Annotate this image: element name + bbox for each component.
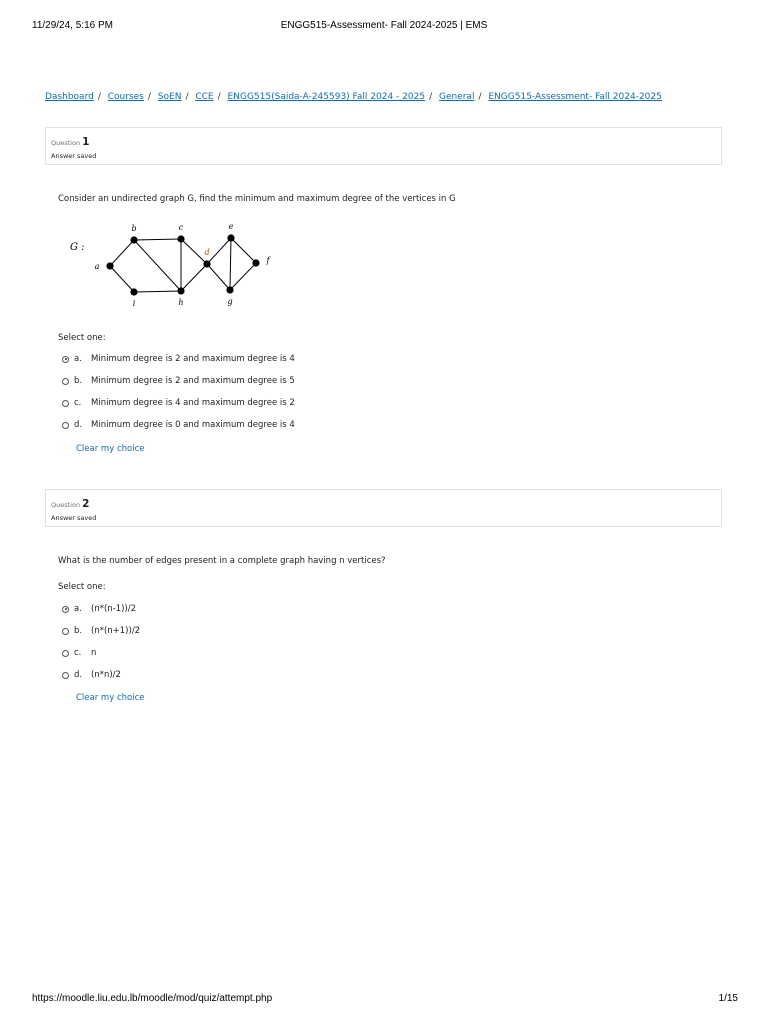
breadcrumb-course[interactable]: ENGG515(Saida-A-245593) Fall 2024 - 2025	[227, 92, 426, 102]
radio-button[interactable]	[62, 628, 69, 635]
graph-vertex-label-g: g	[227, 297, 233, 306]
graph-vertex-a	[106, 262, 113, 269]
option-text: Minimum degree is 2 and maximum degree is 4	[91, 354, 295, 364]
graph-edge-c-d	[181, 239, 210, 264]
option-text: (n*(n-1))/2	[91, 604, 137, 614]
graph-vertex-b	[130, 236, 137, 243]
question-number-value: 1	[82, 136, 90, 148]
radio-button[interactable]	[62, 672, 69, 679]
option-text: n	[91, 648, 97, 658]
graph-vertex-label-h: h	[178, 298, 184, 307]
option-letter: a.	[74, 354, 82, 364]
graph-vertex-c	[177, 235, 184, 242]
question-number	[51, 498, 89, 510]
question-number	[51, 136, 89, 148]
select-one-prompt: Select one:	[58, 333, 106, 343]
question-1-info-box	[45, 127, 722, 165]
select-one-prompt: Select one:	[58, 582, 106, 592]
breadcrumb-dashboard[interactable]: Dashboard	[45, 92, 94, 102]
graph-vertex-label-b: b	[131, 224, 137, 233]
graph-vertex-label-c: c	[178, 223, 184, 232]
clear-my-choice-link[interactable]: Clear my choice	[76, 444, 145, 454]
question-1-text: Consider an undirected graph G, find the minimum and maximum degree of the vertices in G	[58, 194, 456, 204]
q2-option-d[interactable]	[62, 669, 121, 681]
breadcrumb-cce[interactable]: CCE	[195, 92, 214, 102]
graph-vertex-label-e: e	[228, 222, 234, 231]
graph-edge-b-h	[134, 240, 181, 291]
q1-option-d[interactable]	[62, 419, 295, 431]
graph-edge-d-e	[207, 238, 231, 264]
option-letter: a.	[74, 604, 82, 614]
breadcrumb-separator: /	[97, 92, 101, 102]
graph-vertex-f	[252, 259, 259, 266]
graph-edge-g-f	[230, 263, 256, 290]
graph-edge-e-f	[231, 238, 256, 263]
print-datetime: 11/29/24, 5:16 PM	[32, 20, 113, 31]
breadcrumb-courses[interactable]: Courses	[107, 92, 144, 102]
option-text: Minimum degree is 2 and maximum degree is 5	[91, 376, 295, 386]
breadcrumb-separator: /	[478, 92, 482, 102]
clear-my-choice-link[interactable]: Clear my choice	[76, 693, 145, 703]
option-text: Minimum degree is 0 and maximum degree is 4	[91, 420, 295, 430]
option-letter: c.	[74, 398, 82, 408]
graph-edge-i-h	[134, 291, 181, 292]
option-letter: c.	[74, 648, 82, 658]
question-label: Question	[51, 139, 81, 147]
graph-vertex-g	[226, 286, 233, 293]
q2-option-b[interactable]	[62, 625, 140, 637]
q1-option-c[interactable]	[62, 397, 295, 409]
breadcrumb-general[interactable]: General	[438, 92, 475, 102]
option-text: (n*n)/2	[91, 670, 121, 680]
graph-vertex-label-i: i	[132, 299, 136, 308]
breadcrumb-soen[interactable]: SoEN	[157, 92, 182, 102]
question-2-info-box	[45, 489, 722, 527]
breadcrumb	[45, 92, 662, 102]
option-letter: d.	[74, 420, 83, 430]
graph-vertex-i	[130, 288, 137, 295]
radio-button[interactable]	[62, 378, 69, 385]
option-text: Minimum degree is 4 and maximum degree is 2	[91, 398, 295, 408]
graph-edge-e-g	[230, 238, 231, 290]
question-state: Answer saved	[51, 152, 97, 160]
graph-vertex-d	[203, 260, 210, 267]
question-label: Question	[51, 501, 81, 509]
radio-button[interactable]	[62, 400, 69, 407]
graph-edge-b-c	[134, 239, 181, 240]
graph-edge-h-d	[181, 264, 207, 291]
option-text: (n*(n+1))/2	[91, 626, 141, 636]
breadcrumb-separator: /	[217, 92, 221, 102]
question-number-value: 2	[82, 498, 90, 510]
breadcrumb-assessment[interactable]: ENGG515-Assessment- Fall 2024-2025	[488, 92, 662, 102]
graph-vertex-label-d: d	[204, 248, 210, 257]
q2-option-c[interactable]	[62, 647, 96, 659]
graph-vertex-e	[227, 234, 234, 241]
radio-button[interactable]	[62, 606, 69, 613]
breadcrumb-separator: /	[147, 92, 151, 102]
graph-edge-d-g	[207, 264, 230, 290]
q1-option-a[interactable]	[62, 353, 295, 365]
print-url: https://moodle.liu.edu.lb/moodle/mod/quiz/attempt.php	[32, 993, 273, 1004]
question-state: Answer saved	[51, 514, 97, 522]
radio-button[interactable]	[62, 422, 69, 429]
option-letter: b.	[74, 626, 83, 636]
graph-vertex-label-a: a	[94, 262, 100, 271]
breadcrumb-separator: /	[185, 92, 189, 102]
graph-edge-a-i	[110, 266, 134, 292]
graph-edge-a-b	[110, 240, 134, 266]
graph-vertex-label-f: f	[266, 256, 270, 265]
q1-option-b[interactable]	[62, 375, 295, 387]
print-page-title: ENGG515-Assessment- Fall 2024-2025 | EMS	[280, 20, 488, 31]
option-letter: b.	[74, 376, 83, 386]
radio-button[interactable]	[62, 650, 69, 657]
graph-g-figure	[60, 218, 290, 318]
q2-option-a[interactable]	[62, 603, 136, 615]
option-letter: d.	[74, 670, 83, 680]
breadcrumb-separator: /	[429, 92, 433, 102]
question-2-text: What is the number of edges present in a complete graph having n vertices?	[58, 556, 386, 566]
graph-vertex-h	[177, 287, 184, 294]
print-page-number: 1/15	[718, 993, 738, 1004]
graph-name-label: G :	[70, 242, 85, 253]
radio-button[interactable]	[62, 356, 69, 363]
